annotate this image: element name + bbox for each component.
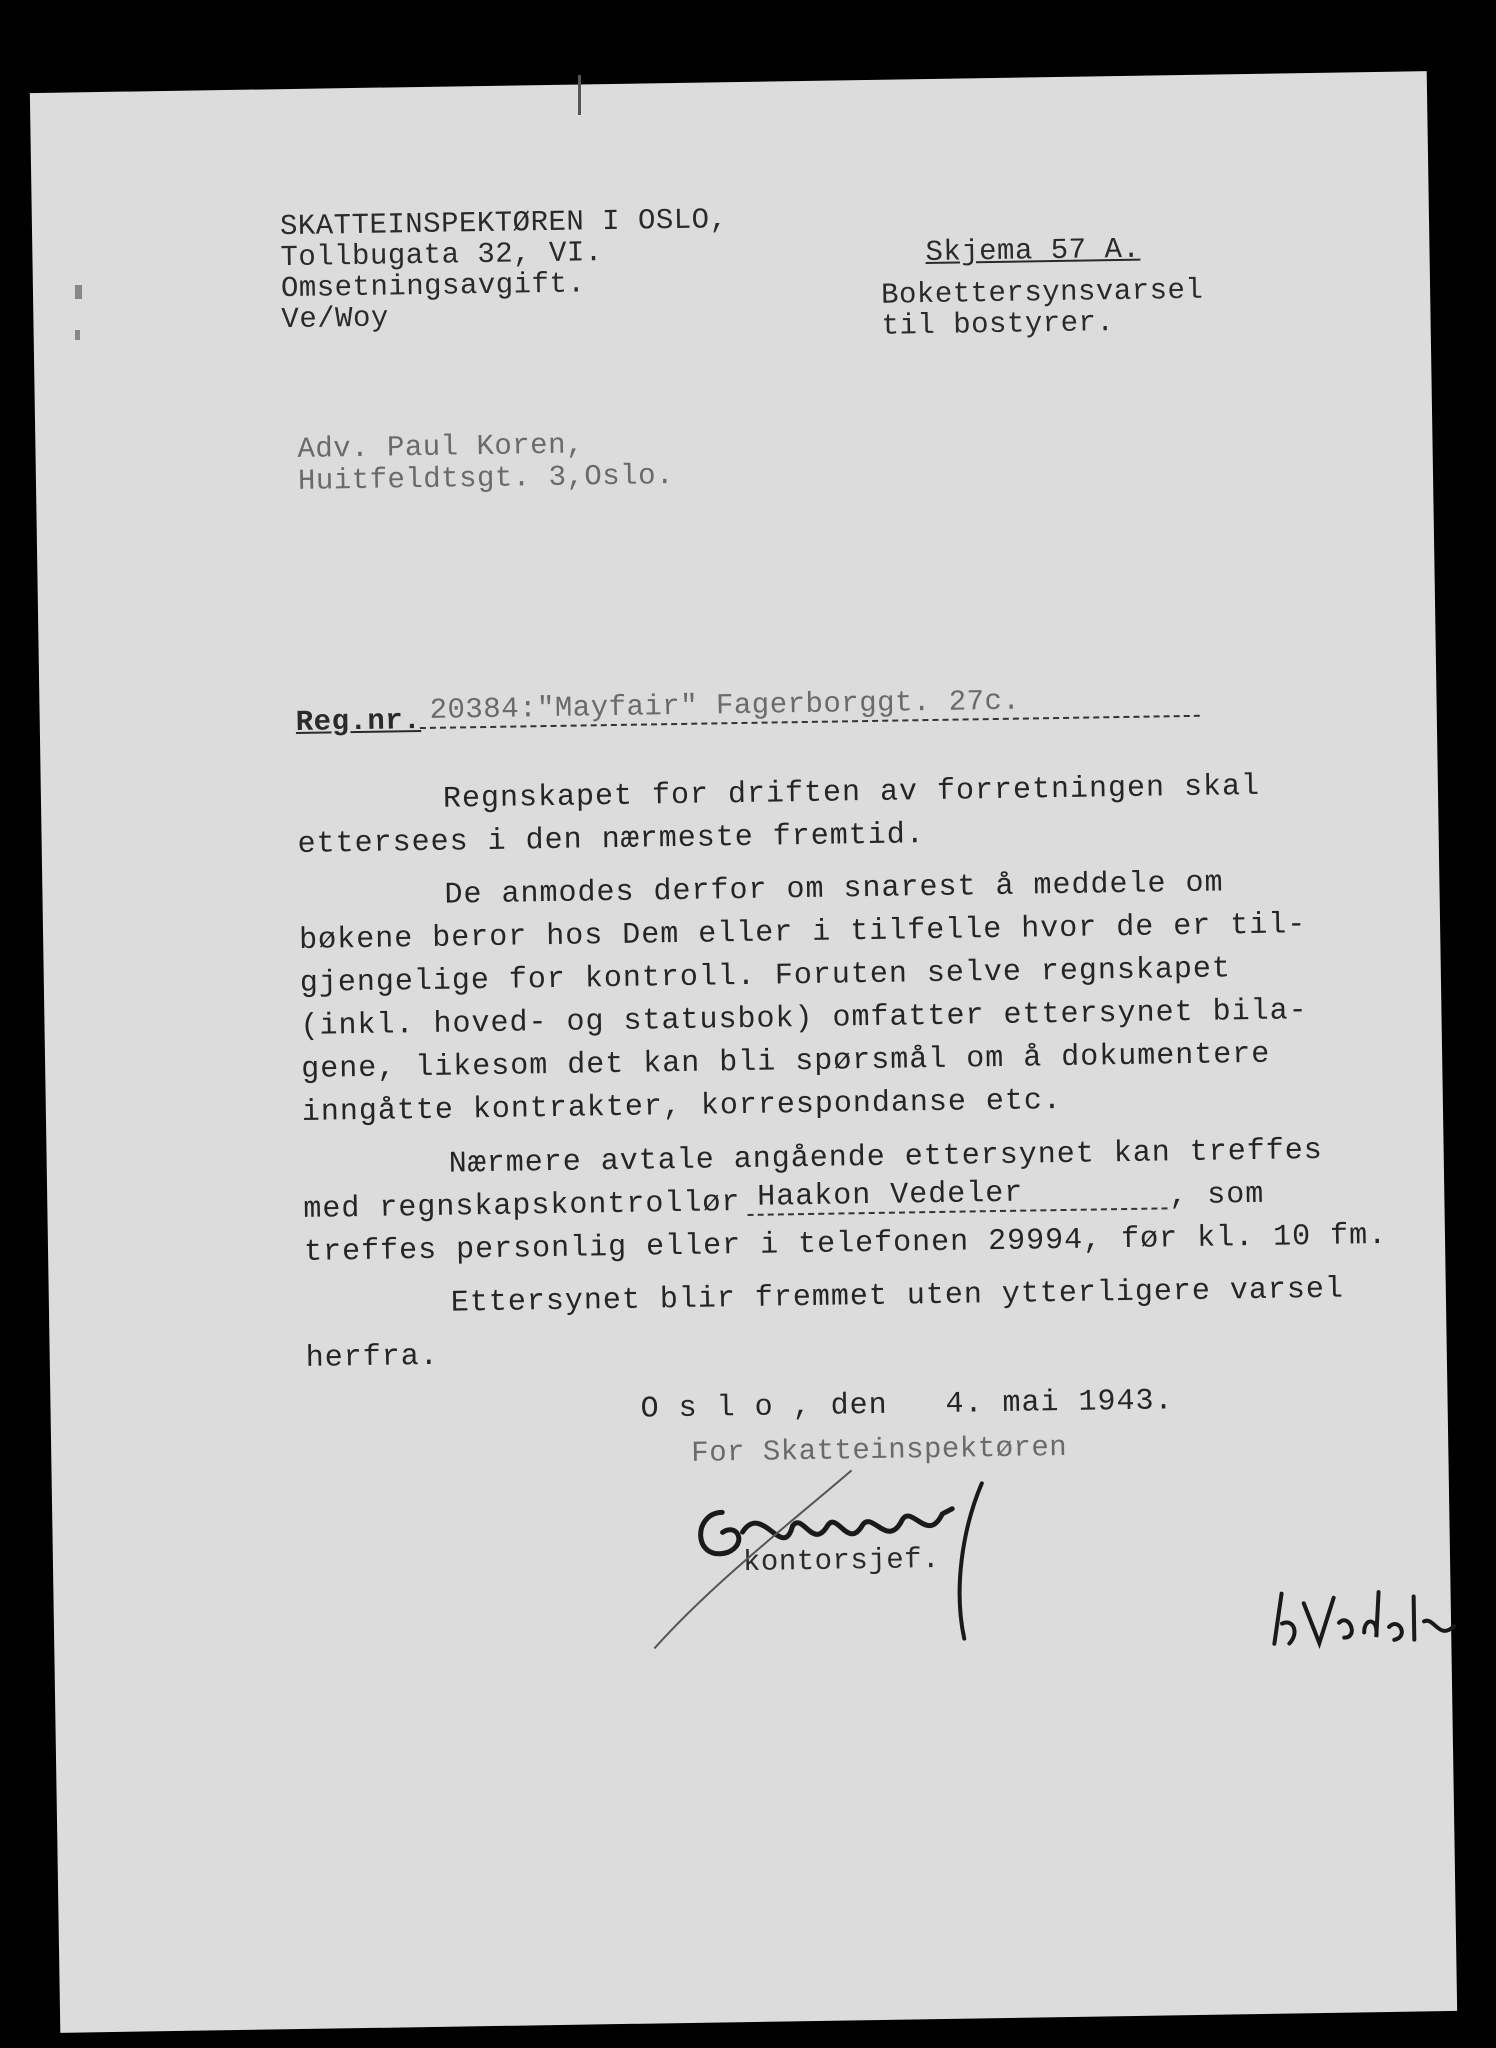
contact-suffix: , som [1169,1177,1265,1214]
notice-line-1: Ettersynet blir fremmet uten ytterligere varsel [450,1272,1345,1321]
reg-value: 20384:"Mayfair" Fagerborggt. 27c. [429,684,1021,727]
body-line-7: gene, likesom det kan bli spørsmål om å dokumentere [300,1037,1271,1087]
form-number: Skjema 57 A. [925,232,1141,270]
contact-line-2: treffes personlig eller i telefonen 29994, før kl. 10 fm. [303,1218,1388,1270]
body-line-6: (inkl. hoved- og statusbok) omfatter ettersynet bila- [300,994,1308,1044]
dateline-place: O s l o , den [640,1388,888,1427]
body-line-2: ettersees i den nærmeste fremtid. [297,818,925,862]
recipient-name: Adv. Paul Koren, [297,428,585,466]
body-line-4: bøkene beror hos Dem eller i tilfelle hvor de er til- [298,908,1307,958]
form-title-line2: til bostyrer. [881,306,1115,343]
dateline-date: 4. mai 1943. [945,1384,1174,1422]
contact-name: Haakon Vedeler [757,1176,1024,1215]
punch-hole-mark [75,330,80,340]
body-line-5: gjengelige for kontroll. Foruten selve regnskapet [299,952,1232,1001]
form-title-line1: Bokettersynsvarsel [880,273,1204,312]
punch-hole-mark [75,285,82,299]
body-line-9: Nærmere avtale angående ettersynet kan treffes [448,1133,1324,1182]
sender-department: Omsetningsavgift. [280,267,586,306]
body-line-1: Regnskapet for driften av forretningen skal [442,769,1261,817]
sender-reference: Ve/Woy [281,301,390,337]
body-line-8: inngåtte kontrakter, korrespondanse etc. [301,1084,1063,1130]
handwritten-signature [652,1467,1075,1654]
notice-line-2: herfra. [305,1339,440,1376]
recipient-address: Huitfeldtsgt. 3,Oslo. [297,459,675,498]
signature-title: kontorsjef. [742,1542,941,1580]
sender-authority: SKATTEINSPEKTØREN I OSLO, [279,203,728,244]
contact-prefix: med regnskapskontrollør [303,1186,741,1227]
sender-address: Tollbugata 32, VI. [280,236,603,275]
initials-signature [1263,1581,1464,1664]
document-page [30,71,1457,2033]
body-line-3: De anmodes derfor om snarest å meddele om [444,866,1224,913]
reg-label: Reg.nr. [295,704,422,739]
signature-for-line: For Skatteinspektøren [691,1430,1068,1470]
scan-artifact [578,75,581,115]
